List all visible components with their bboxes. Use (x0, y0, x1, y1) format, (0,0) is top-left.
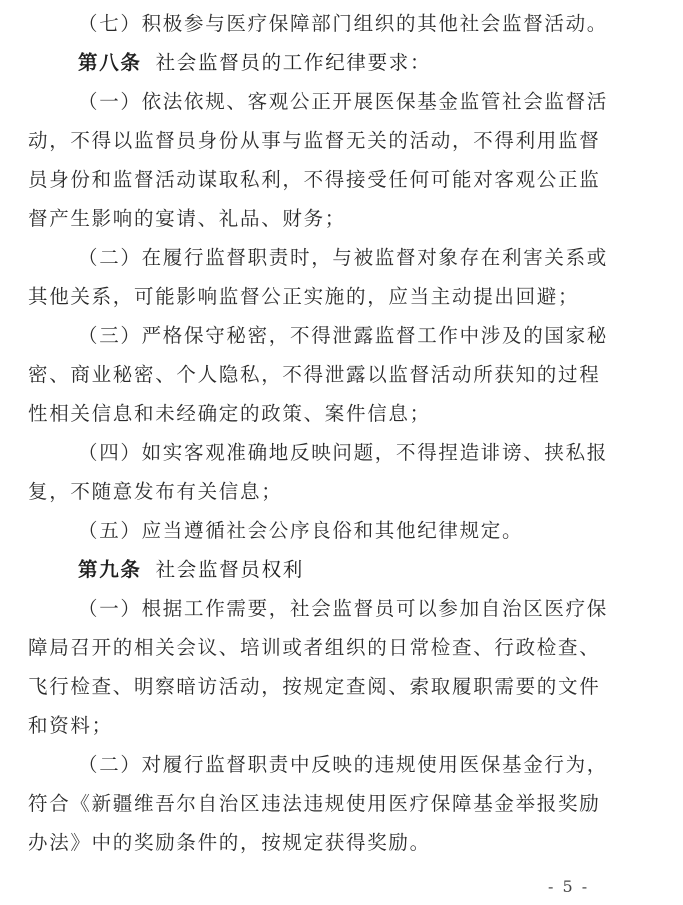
paragraph-line: （一）依法依规、客观公正开展医保基金监管社会监督活 (78, 90, 609, 113)
article-title: 社会监督员的工作纪律要求： (155, 51, 432, 74)
article-number: 第九条 (78, 558, 142, 581)
paragraph-line: 和资料； (28, 714, 113, 737)
paragraph-line: 动，不得以监督员身份从事与监督无关的活动，不得利用监督 (28, 129, 601, 152)
paragraph-line: （四）如实客观准确地反映问题，不得捏造诽谤、挟私报 (78, 441, 609, 464)
article-title: 社会监督员权利 (155, 558, 305, 581)
paragraph-line: 障局召开的相关会议、培训或者组织的日常检查、行政检查、 (28, 636, 601, 659)
page-number: - 5 - (548, 877, 590, 896)
paragraph-line: 密、商业秘密、个人隐私，不得泄露以监督活动所获知的过程 (28, 363, 601, 386)
paragraph-line: 符合《新疆维吾尔自治区违法违规使用医疗保障基金举报奖励 (28, 792, 601, 815)
paragraph-line: 复，不随意发布有关信息； (28, 480, 283, 503)
paragraph-line: （二）对履行监督职责中反映的违规使用医保基金行为， (78, 753, 609, 776)
paragraph-line: 飞行检查、明察暗访活动，按规定查阅、索取履职需要的文件 (28, 675, 601, 698)
paragraph-line: 督产生影响的宴请、礼品、财务； (28, 207, 347, 230)
paragraph-line: （二）在履行监督职责时，与被监督对象存在利害关系或 (78, 246, 609, 269)
paragraph-line: （五）应当遵循社会公序良俗和其他纪律规定。 (78, 519, 524, 542)
paragraph-line: （一）根据工作需要，社会监督员可以参加自治区医疗保 (78, 597, 609, 620)
paragraph-line: （三）严格保守秘密，不得泄露监督工作中涉及的国家秘 (78, 324, 609, 347)
paragraph-line: 其他关系，可能影响监督公正实施的，应当主动提出回避； (28, 285, 580, 308)
article-number: 第八条 (78, 51, 142, 74)
paragraph-line: （七）积极参与医疗保障部门组织的其他社会监督活动。 (78, 12, 609, 35)
paragraph-line: 员身份和监督活动谋取私利，不得接受任何可能对客观公正监 (28, 168, 601, 191)
article-heading (78, 555, 658, 585)
paragraph-line: 办法》中的奖励条件的，按规定获得奖励。 (28, 831, 431, 854)
article-heading (78, 48, 658, 78)
paragraph-line: 性相关信息和未经确定的政策、案件信息； (28, 402, 431, 425)
